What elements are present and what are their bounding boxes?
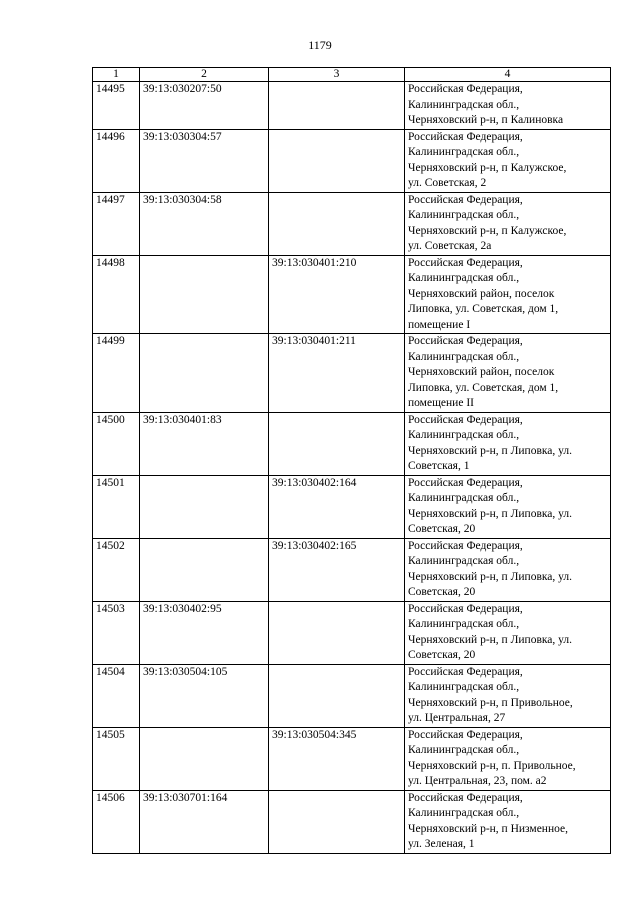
page-number: 1179	[308, 38, 332, 52]
row-number-cell: 14495	[93, 82, 140, 130]
cadastral-number-cell	[140, 727, 269, 790]
address-line: Черняховский р-н, п Липовка, ул.	[408, 570, 572, 583]
row-number-cell: 14506	[93, 790, 140, 853]
address-line: Калининградская обл.,	[408, 146, 520, 158]
address-line: Российская Федерация,	[408, 791, 523, 804]
address-cell	[405, 129, 611, 192]
address-line: Калининградская обл.,	[408, 429, 520, 441]
cadastral-number-cell: 39:13:030304:58	[140, 192, 269, 255]
table-row	[93, 412, 611, 475]
cadastral-number-cell	[140, 475, 269, 538]
cadastral-number-cell: 39:13:030504:105	[140, 664, 269, 727]
address-line: Советская, 20	[408, 523, 476, 535]
table-row	[93, 790, 611, 853]
table-body	[93, 82, 611, 854]
premises-cadastral-number-cell	[269, 664, 405, 727]
premises-cadastral-number-cell: 39:13:030504:345	[269, 727, 405, 790]
address-line: Российская Федерация,	[408, 602, 523, 615]
address-line: Калининградская обл.,	[408, 807, 520, 819]
cadastral-number-cell	[140, 334, 269, 413]
address-cell	[405, 790, 611, 853]
address-line: Российская Федерация,	[408, 413, 523, 426]
row-number-cell: 14496	[93, 129, 140, 192]
premises-cadastral-number-cell	[269, 790, 405, 853]
address-line: Российская Федерация,	[408, 256, 523, 269]
table-row	[93, 727, 611, 790]
address-line: Калининградская обл.,	[408, 744, 520, 756]
table-row	[93, 475, 611, 538]
table-row	[93, 538, 611, 601]
cadastral-number-cell: 39:13:030701:164	[140, 790, 269, 853]
address-line: Калининградская обл.,	[408, 681, 520, 693]
cadastral-number-cell	[140, 538, 269, 601]
row-number-cell: 14504	[93, 664, 140, 727]
address-line: Российская Федерация,	[408, 539, 523, 552]
cadastral-number-cell: 39:13:030304:57	[140, 129, 269, 192]
address-line: Черняховский р-н, п Калужское,	[408, 224, 567, 237]
address-cell	[405, 664, 611, 727]
cadastral-number-cell: 39:13:030402:95	[140, 601, 269, 664]
address-line: Российская Федерация,	[408, 130, 523, 143]
address-line: Российская Федерация,	[408, 665, 523, 678]
table-row	[93, 255, 611, 334]
address-line: Калининградская обл.,	[408, 209, 520, 221]
table-row	[93, 129, 611, 192]
row-number-cell: 14503	[93, 601, 140, 664]
registry-table	[92, 67, 611, 854]
address-line: Калининградская обл.,	[408, 98, 520, 111]
row-number-cell: 14497	[93, 192, 140, 255]
row-number-cell: 14501	[93, 475, 140, 538]
address-line: Российская Федерация,	[408, 476, 523, 489]
table-row	[93, 82, 611, 130]
address-line: Черняховский район, поселок	[408, 366, 555, 378]
address-line: Липовка, ул. Советская, дом 1,	[408, 381, 559, 394]
cadastral-number-cell: 39:13:030401:83	[140, 412, 269, 475]
cadastral-number-cell	[140, 255, 269, 334]
table-row	[93, 334, 611, 413]
address-line: ул. Советская, 2а	[408, 240, 492, 252]
column-header-2: 2	[140, 68, 269, 82]
premises-cadastral-number-cell: 39:13:030402:165	[269, 538, 405, 601]
address-line: Липовка, ул. Советская, дом 1,	[408, 303, 559, 315]
address-cell	[405, 412, 611, 475]
table-row	[93, 601, 611, 664]
premises-cadastral-number-cell: 39:13:030401:211	[269, 334, 405, 413]
address-cell	[405, 82, 611, 130]
address-cell	[405, 334, 611, 413]
address-line: помещение I	[408, 318, 471, 331]
row-number-cell: 14498	[93, 255, 140, 334]
address-line: Калининградская обл.,	[408, 492, 520, 504]
address-line: Советская, 20	[408, 649, 476, 661]
premises-cadastral-number-cell	[269, 412, 405, 475]
address-line: Российская Федерация,	[408, 728, 523, 741]
row-number-cell: 14500	[93, 412, 140, 475]
premises-cadastral-number-cell	[269, 82, 405, 130]
address-line: Черняховский р-н, п Липовка, ул.	[408, 507, 572, 520]
address-line: ул. Центральная, 23, пом. а2	[408, 775, 547, 787]
address-line: Черняховский р-н, п Калужское,	[408, 161, 567, 174]
address-line: Черняховский р-н, п Липовка, ул.	[408, 633, 572, 646]
address-line: ул. Центральная, 27	[408, 712, 506, 724]
address-cell	[405, 192, 611, 255]
address-line: ул. Зеленая, 1	[408, 838, 475, 850]
address-line: Советская, 1	[408, 460, 470, 472]
address-cell	[405, 255, 611, 334]
column-header-3: 3	[269, 68, 405, 82]
address-line: Черняховский р-н, п Липовка, ул.	[408, 444, 572, 457]
address-line: Российская Федерация,	[408, 193, 523, 206]
address-line: Черняховский р-н, п Калиновка	[408, 114, 564, 126]
table-row	[93, 192, 611, 255]
address-line: Калининградская обл.,	[408, 272, 520, 284]
address-line: Калининградская обл.,	[408, 618, 520, 630]
address-line: Российская Федерация,	[408, 83, 523, 95]
column-header-1: 1	[93, 68, 140, 82]
address-line: Российская Федерация,	[408, 335, 523, 347]
address-cell	[405, 727, 611, 790]
premises-cadastral-number-cell	[269, 129, 405, 192]
address-line: помещение II	[408, 397, 474, 409]
premises-cadastral-number-cell	[269, 192, 405, 255]
address-line: Черняховский р-н, п. Привольное,	[408, 759, 576, 772]
address-line: ул. Советская, 2	[408, 177, 487, 189]
address-line: Черняховский р-н, п Низменное,	[408, 822, 568, 835]
cadastral-number-cell: 39:13:030207:50	[140, 82, 269, 130]
row-number-cell: 14499	[93, 334, 140, 413]
premises-cadastral-number-cell: 39:13:030401:210	[269, 255, 405, 334]
address-line: Калининградская обл.,	[408, 350, 520, 363]
header-row	[93, 68, 611, 82]
address-cell	[405, 601, 611, 664]
row-number-cell: 14505	[93, 727, 140, 790]
premises-cadastral-number-cell	[269, 601, 405, 664]
address-line: Черняховский р-н, п Привольное,	[408, 696, 573, 709]
address-line: Советская, 20	[408, 586, 476, 598]
column-header-4: 4	[405, 68, 611, 82]
address-cell	[405, 475, 611, 538]
table-row	[93, 664, 611, 727]
address-cell	[405, 538, 611, 601]
premises-cadastral-number-cell: 39:13:030402:164	[269, 475, 405, 538]
row-number-cell: 14502	[93, 538, 140, 601]
address-line: Калининградская обл.,	[408, 555, 520, 567]
address-line: Черняховский район, поселок	[408, 287, 555, 300]
